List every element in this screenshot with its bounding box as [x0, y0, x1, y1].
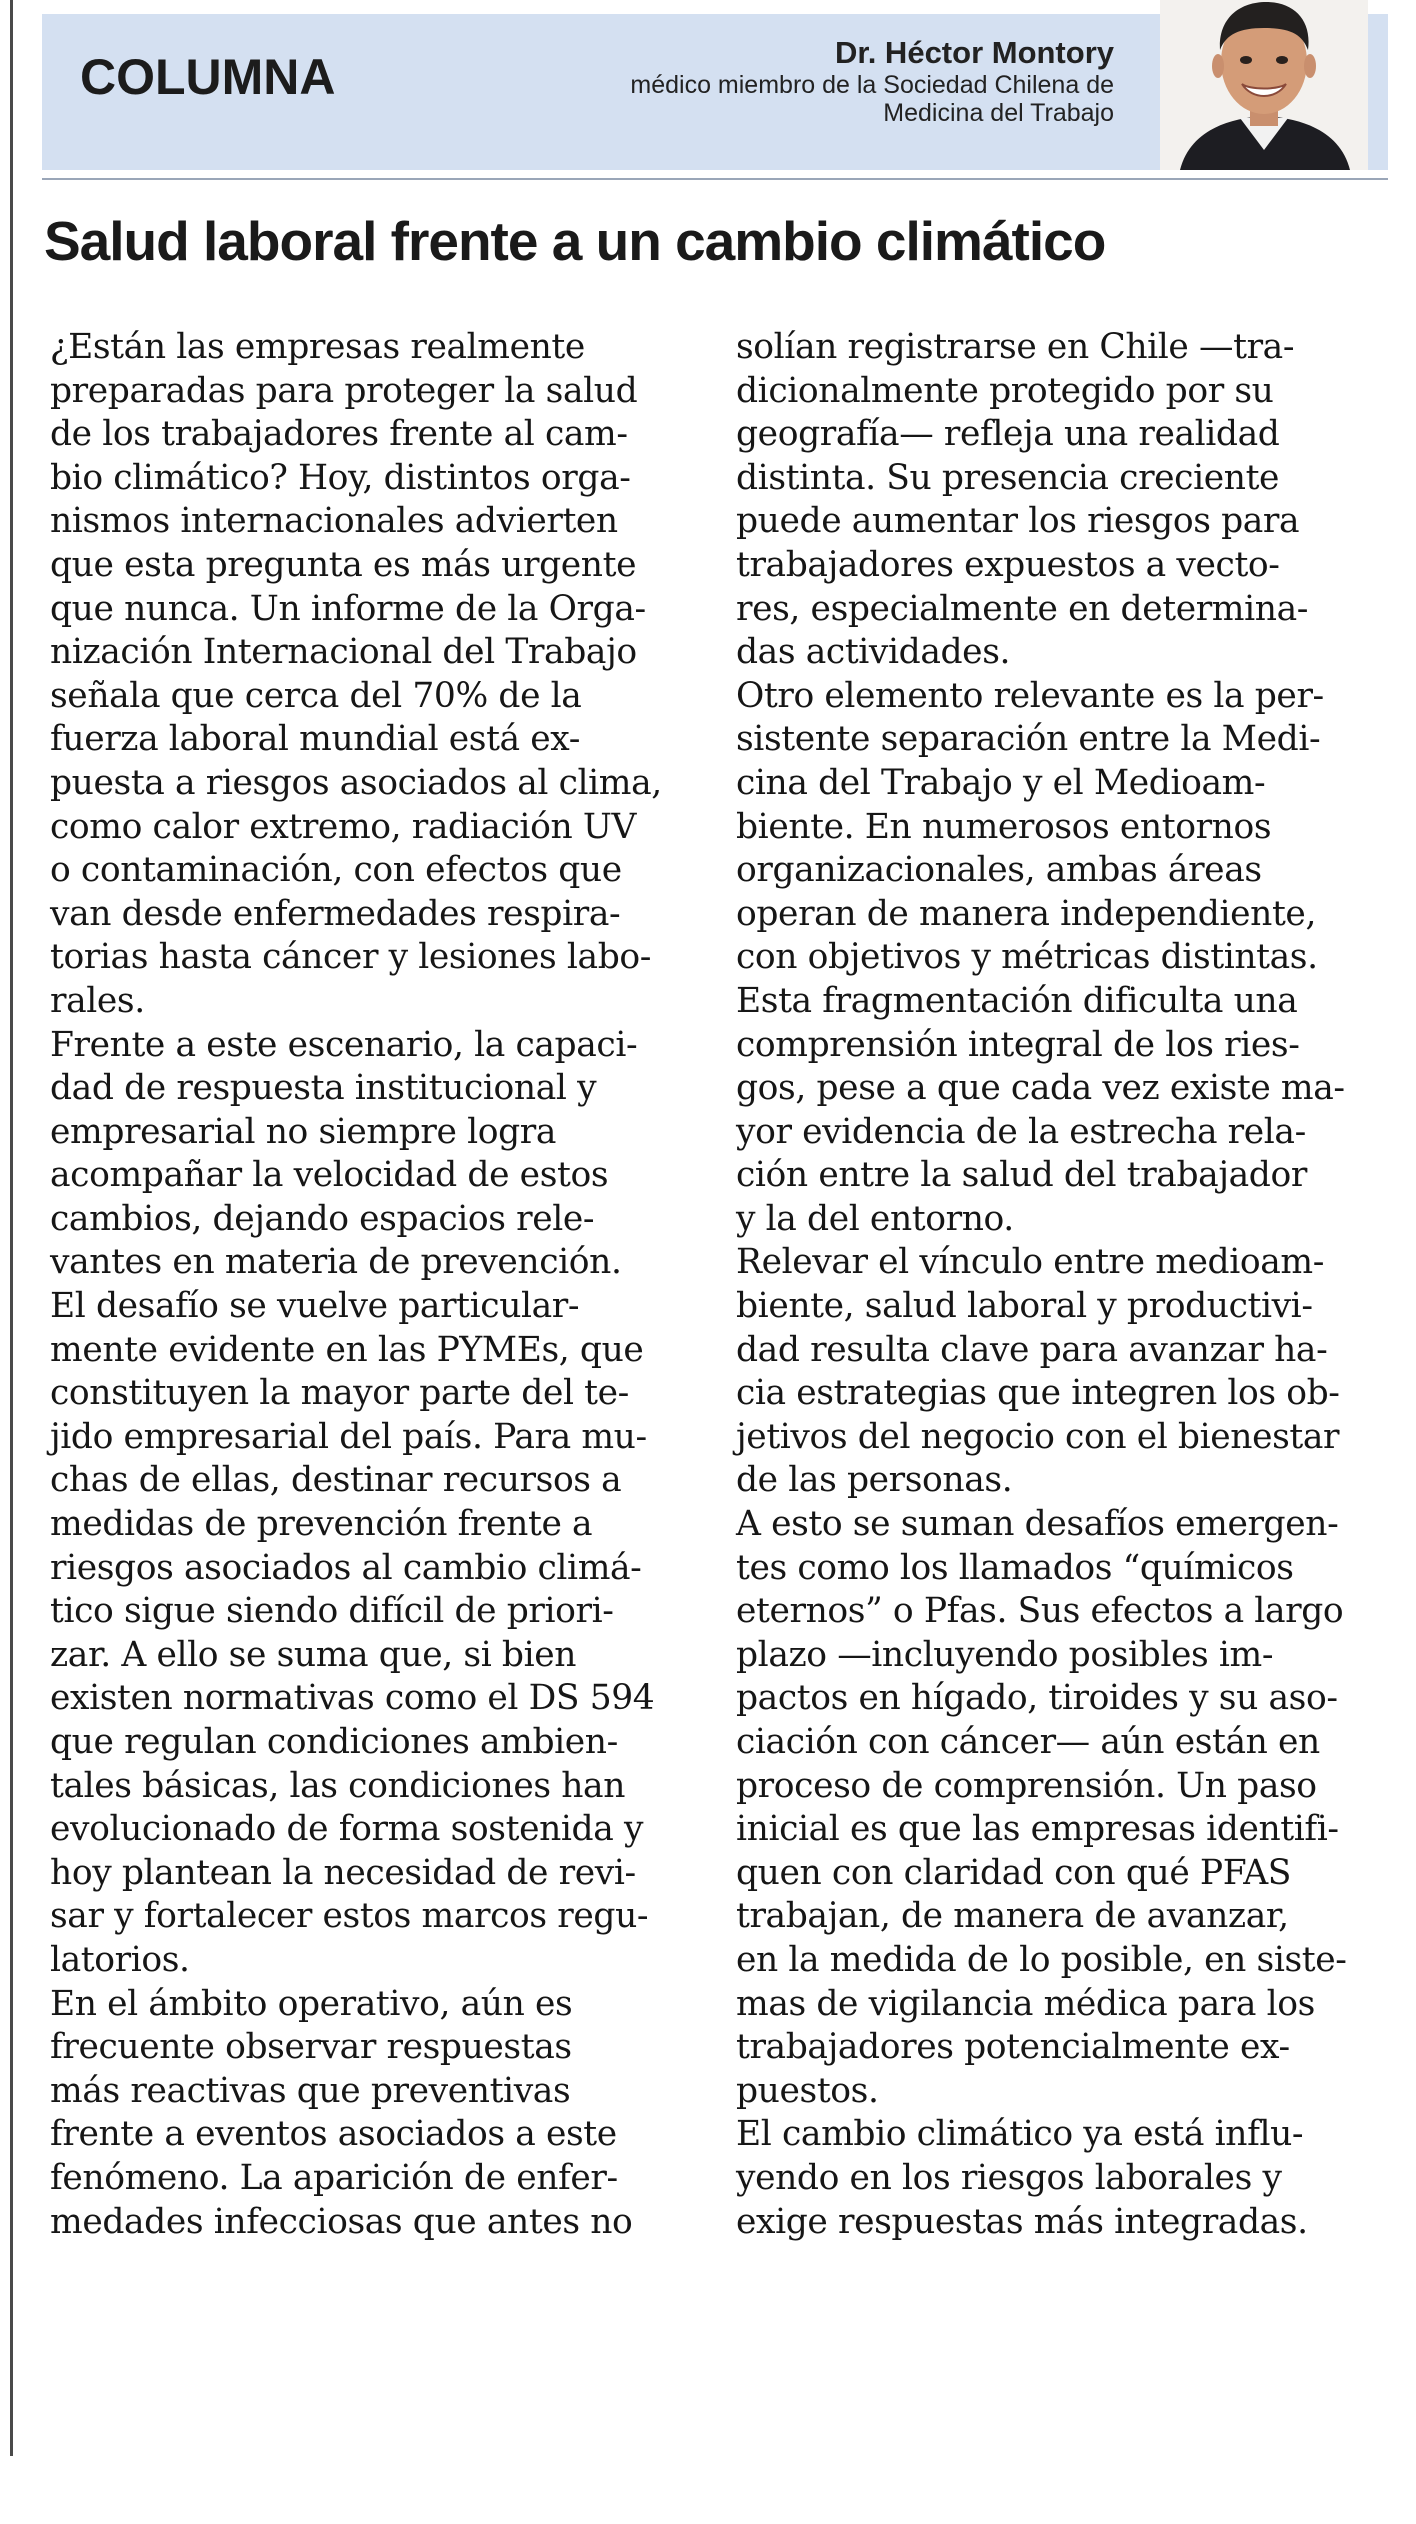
paragraph-line: Relevar el vínculo entre medioam-	[736, 1242, 1324, 1283]
paragraph-line: geografía— refleja una realidad	[736, 414, 1280, 455]
article-paragraph	[736, 1503, 1376, 2113]
paragraph-line: eternos” o Pfas. Sus efectos a largo	[736, 1591, 1344, 1632]
paragraph-line: señala que cerca del 70% de la	[50, 675, 582, 716]
paragraph-line: pactos en hígado, tiroides y su aso-	[736, 1678, 1338, 1719]
paragraph-line: que regulan condiciones ambien-	[50, 1722, 618, 1762]
paragraph-line: medades infecciosas que antes no	[50, 2201, 633, 2242]
paragraph-line: vantes en materia de prevención.	[50, 1242, 622, 1283]
paragraph-line: El cambio climático ya está influ-	[736, 2114, 1304, 2155]
article-paragraph	[50, 1285, 700, 1983]
paragraph-line: proceso de comprensión. Un paso	[736, 1765, 1317, 1806]
paragraph-line: organizacionales, ambas áreas	[736, 850, 1262, 891]
article-paragraph	[50, 326, 700, 1024]
paragraph-line: de las personas.	[736, 1460, 1013, 1501]
paragraph-line: Esta fragmentación dificulta una	[736, 980, 1298, 1021]
paragraph-line: A esto se suman desafíos emergen-	[736, 1504, 1339, 1545]
article-headline: Salud laboral frente a un cambio climático	[44, 210, 1106, 272]
paragraph-line: frecuente observar respuestas	[50, 2027, 572, 2068]
paragraph-line: solían registrarse en Chile —tra-	[736, 327, 1295, 367]
paragraph-line: plazo —incluyendo posibles im-	[736, 1634, 1274, 1675]
paragraph-line: puede aumentar los riesgos para	[736, 501, 1300, 542]
section-label: COLUMNA	[80, 49, 336, 105]
article-paragraph	[736, 2113, 1376, 2244]
paragraph-line: trabajadores expuestos a vecto-	[736, 544, 1280, 585]
paragraph-line: El desafío se vuelve particular-	[50, 1286, 580, 1327]
paragraph-line: biente, salud laboral y productivi-	[736, 1286, 1313, 1327]
paragraph-line: fuerza laboral mundial está ex-	[50, 719, 581, 760]
paragraph-line: das actividades.	[736, 632, 1011, 673]
paragraph-line: Frente a este escenario, la capaci-	[50, 1024, 638, 1065]
paragraph-line: empresarial no siempre logra	[50, 1111, 557, 1152]
paragraph-line: dad resulta clave para avanzar ha-	[736, 1329, 1328, 1370]
paragraph-line: jido empresarial del país. Para mu-	[50, 1416, 647, 1457]
paragraph-line: medidas de prevención frente a	[50, 1504, 593, 1545]
paragraph-line: torias hasta cáncer y lesiones labo-	[50, 937, 652, 978]
article-paragraph	[736, 675, 1376, 1242]
paragraph-line: ción entre la salud del trabajador	[736, 1155, 1307, 1196]
paragraph-line: inicial es que las empresas identifi-	[736, 1809, 1339, 1850]
left-margin-rule	[10, 0, 13, 2456]
paragraph-line: chas de ellas, destinar recursos a	[50, 1460, 622, 1501]
paragraph-line: ciación con cáncer— aún están en	[736, 1722, 1320, 1762]
paragraph-line: nismos internacionales advierten	[50, 501, 618, 542]
paragraph-line: fenómeno. La aparición de enfer-	[50, 2157, 618, 2198]
paragraph-line: yendo en los riesgos laborales y	[736, 2157, 1282, 2198]
paragraph-line: que esta pregunta es más urgente	[50, 544, 637, 585]
paragraph-line: dicionalmente protegido por su	[736, 370, 1274, 411]
paragraph-line: En el ámbito operativo, aún es	[50, 1983, 573, 2024]
paragraph-line: que nunca. Un informe de la Orga-	[50, 588, 646, 629]
paragraph-line: acompañar la velocidad de estos	[50, 1155, 609, 1196]
article-paragraph	[50, 1983, 700, 2245]
header-divider	[42, 178, 1388, 180]
article-paragraph	[736, 326, 1376, 675]
article-paragraph	[736, 1241, 1376, 1503]
paragraph-line: van desde enfermedades respira-	[50, 893, 621, 934]
paragraph-line: gos, pese a que cada vez existe ma-	[736, 1068, 1345, 1109]
paragraph-line: tes como los llamados “químicos	[736, 1547, 1294, 1588]
author-role-line-2: Medicina del Trabajo	[883, 98, 1114, 127]
paragraph-line: constituyen la mayor parte del te-	[50, 1373, 629, 1414]
paragraph-line: frente a eventos asociados a este	[50, 2114, 617, 2155]
paragraph-line: zar. A ello se suma que, si bien	[50, 1634, 577, 1675]
paragraph-line: jetivos del negocio con el bienestar	[736, 1416, 1340, 1457]
paragraph-line: biente. En numerosos entornos	[736, 806, 1272, 847]
author-byline	[630, 36, 1114, 127]
paragraph-line: sistente separación entre la Medi-	[736, 719, 1321, 760]
paragraph-line: trabajan, de manera de avanzar,	[736, 1896, 1289, 1937]
paragraph-line: trabajadores potencialmente ex-	[736, 2027, 1290, 2068]
paragraph-line: quen con claridad con qué PFAS	[736, 1852, 1292, 1893]
paragraph-line: cia estrategias que integren los ob-	[736, 1373, 1340, 1414]
paragraph-line: sar y fortalecer estos marcos regu-	[50, 1896, 649, 1937]
paragraph-line: como calor extremo, radiación UV	[50, 806, 637, 847]
author-role-line-1: médico miembro de la Sociedad Chilena de	[630, 70, 1114, 99]
paragraph-line: cambios, dejando espacios rele-	[50, 1198, 595, 1239]
paragraph-line: res, especialmente en determina-	[736, 588, 1308, 629]
paragraph-line: rales.	[50, 980, 145, 1021]
paragraph-line: nización Internacional del Trabajo	[50, 632, 637, 673]
paragraph-line: latorios.	[50, 1939, 190, 1980]
article-paragraph	[50, 1024, 700, 1286]
paragraph-line: hoy plantean la necesidad de revi-	[50, 1852, 636, 1893]
paragraph-line: puestos.	[736, 2070, 879, 2111]
paragraph-line: en la medida de lo posible, en siste-	[736, 1939, 1347, 1980]
paragraph-line: más reactivas que preventivas	[50, 2070, 571, 2111]
author-portrait-illustration	[1160, 0, 1368, 170]
paragraph-line: evolucionado de forma sostenida y	[50, 1809, 644, 1850]
paragraph-line: distinta. Su presencia creciente	[736, 457, 1280, 498]
paragraph-line: dad de respuesta institucional y	[50, 1068, 597, 1109]
paragraph-line: Otro elemento relevante es la per-	[736, 675, 1324, 716]
paragraph-line: tales básicas, las condiciones han	[50, 1765, 626, 1806]
paragraph-line: de los trabajadores frente al cam-	[50, 414, 628, 455]
article-column-left	[50, 326, 700, 2244]
paragraph-line: yor evidencia de la estrecha rela-	[736, 1111, 1306, 1152]
paragraph-line: tico sigue siendo difícil de priori-	[50, 1591, 614, 1632]
article-column-right	[736, 326, 1376, 2244]
paragraph-line: puesta a riesgos asociados al clima,	[50, 762, 662, 803]
paragraph-line: y la del entorno.	[736, 1198, 1014, 1239]
paragraph-line: exige respuestas más integradas.	[736, 2201, 1308, 2242]
paragraph-line: con objetivos y métricas distintas.	[736, 937, 1318, 978]
paragraph-line: o contaminación, con efectos que	[50, 850, 622, 891]
paragraph-line: ¿Están las empresas realmente	[50, 327, 585, 367]
author-photo	[1160, 0, 1368, 170]
paragraph-line: mente evidente en las PYMEs, que	[50, 1329, 644, 1370]
paragraph-line: riesgos asociados al cambio climá-	[50, 1547, 642, 1588]
paragraph-line: mas de vigilancia médica para los	[736, 1983, 1315, 2024]
author-name: Dr. Héctor Montory	[834, 35, 1114, 70]
paragraph-line: preparadas para proteger la salud	[50, 370, 638, 411]
paragraph-line: cina del Trabajo y el Medioam-	[736, 762, 1266, 803]
paragraph-line: operan de manera independiente,	[736, 893, 1317, 934]
paragraph-line: bio climático? Hoy, distintos orga-	[50, 457, 631, 498]
paragraph-line: comprensión integral de los ries-	[736, 1024, 1300, 1065]
paragraph-line: existen normativas como el DS 594	[50, 1678, 655, 1719]
